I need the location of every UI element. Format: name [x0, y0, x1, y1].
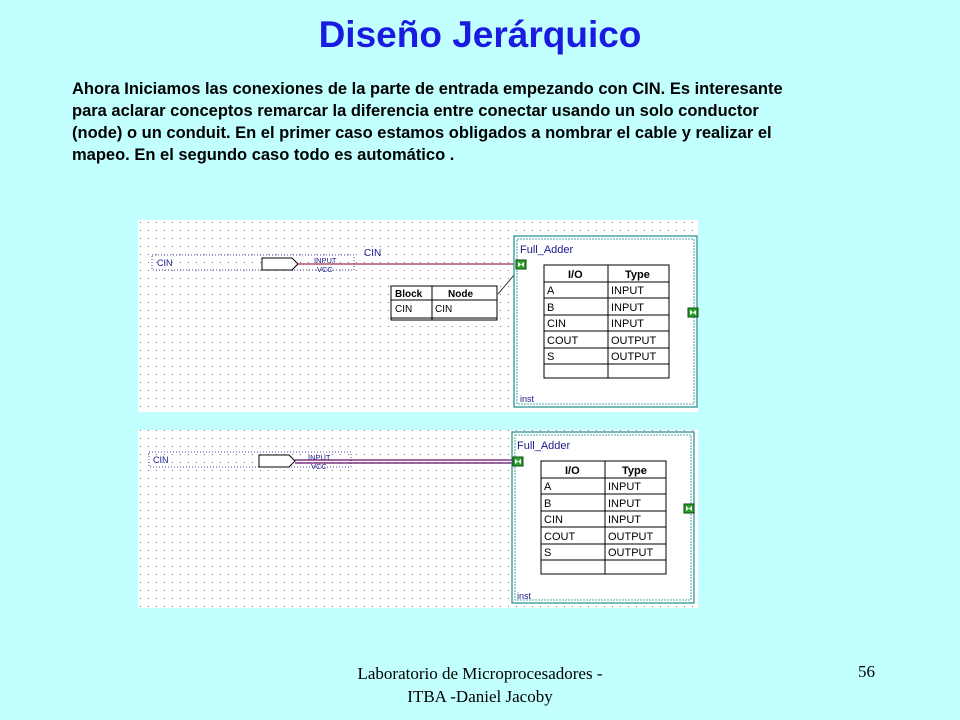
- io-cell: OUTPUT: [611, 351, 657, 363]
- io-cell: CIN: [547, 318, 566, 330]
- io-cell: COUT: [547, 335, 579, 347]
- io-cell: COUT: [544, 531, 576, 543]
- top-pin-name: CIN: [157, 258, 173, 268]
- paragraph-line: para aclarar conceptos remarcar la diferencia entre conectar usando un solo conductor: [72, 102, 759, 120]
- io-header: Type: [625, 269, 650, 281]
- io-header: I/O: [565, 465, 580, 477]
- paragraph-line: (node) o un conduit. En el primer caso estamos obligados a nombrar el cable y realizar el: [72, 124, 772, 142]
- bottom-instance-label: inst: [517, 591, 532, 601]
- mapping-cell-block: CIN: [395, 304, 413, 315]
- io-cell: INPUT: [608, 514, 641, 526]
- bottom-pin-default: VCC: [311, 462, 327, 471]
- bottom-block-name: Full_Adder: [517, 440, 571, 452]
- top-pin-type: INPUT: [314, 256, 337, 265]
- io-cell: INPUT: [611, 318, 644, 330]
- io-cell: INPUT: [608, 481, 641, 493]
- io-cell: S: [544, 547, 552, 559]
- footer-line: Laboratorio de Microprocesadores -: [357, 664, 603, 683]
- io-cell: S: [547, 351, 555, 363]
- io-cell: B: [547, 302, 555, 314]
- bottom-input-pin-symbol[interactable]: [259, 455, 295, 467]
- io-header: I/O: [568, 269, 583, 281]
- top-pin-default: VCC: [317, 265, 333, 274]
- top-input-pin-symbol[interactable]: [262, 258, 298, 270]
- io-header: Type: [622, 465, 647, 477]
- footer-line: ITBA -Daniel Jacoby: [407, 687, 553, 706]
- slide-footer: [300, 662, 660, 708]
- io-cell: CIN: [544, 514, 563, 526]
- mapping-header-block: Block: [395, 289, 423, 300]
- bottom-schematic: [138, 430, 698, 608]
- io-cell: INPUT: [608, 498, 641, 510]
- io-cell: INPUT: [611, 285, 644, 297]
- page-number: 56: [858, 662, 875, 681]
- io-cell: B: [544, 498, 552, 510]
- io-cell: INPUT: [611, 302, 644, 314]
- bottom-full-adder-block[interactable]: [512, 432, 694, 603]
- io-cell: OUTPUT: [608, 547, 654, 559]
- bottom-pin-type: INPUT: [308, 453, 331, 462]
- top-full-adder-block[interactable]: [514, 236, 698, 407]
- paragraph-line: mapeo. En el segundo caso todo es automático .: [72, 146, 455, 164]
- top-wire-label: CIN: [364, 248, 382, 259]
- mapping-header-node: Node: [448, 289, 473, 300]
- mapping-cell-node: CIN: [435, 304, 453, 315]
- top-instance-label: inst: [520, 394, 535, 404]
- io-cell: A: [544, 481, 552, 493]
- slide-title: Diseño Jerárquico: [318, 14, 642, 55]
- top-mapping-table: [391, 286, 497, 320]
- paragraph-line: Ahora Iniciamos las conexiones de la parte de entrada empezando con CIN. Es interesante: [72, 80, 783, 98]
- top-block-name: Full_Adder: [520, 244, 574, 256]
- io-cell: OUTPUT: [611, 335, 657, 347]
- bottom-pin-name: CIN: [153, 455, 169, 465]
- io-cell: A: [547, 285, 555, 297]
- io-cell: OUTPUT: [608, 531, 654, 543]
- top-schematic: [138, 220, 698, 412]
